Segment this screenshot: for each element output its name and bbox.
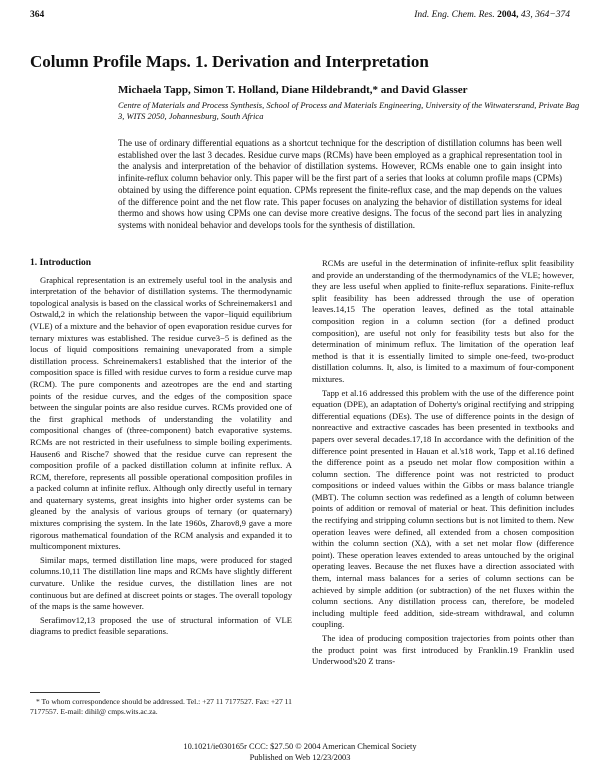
paragraph: Tapp et al.16 addressed this problem with the use of the difference point equation (DPE), an adaptation of Doherty's original rectifying and stripping differential equations (DEs). The use of difference points in the design of nonreactive and extractive cascades has been presented in textbooks and papers over several decades.17,18 In accordance with the definition of the difference point presented in Hauan et al.'s18 work, Tapp et al.16 defined the difference point as a pseudo net molar flow composition within a column section. The difference point was not restricted to product compositions or indeed values within the Gibbs or mass balance triangle (MBT). The column section was redefined as a length of column between points of addition or removal of material or heat. This definition includes the rectifying and stripping column sections but is not limited to them. New operation leaves were defined, all extended from a chosen composition within the column section (XΔ), with a set net molar flow (difference point). These operation leaves extended to areas untouched by the original operating leaves. Because the net fluxes have a direction associated with them, internal mass balances for a series of column sections can be achieved by simple addition (or subtraction) of the net fluxes within the column sections. Any distillation process can, therefore, be modeled including multiple feed addition, side-stream withdrawal, and column coupling. [312,387,574,630]
paragraph: Graphical representation is an extremely useful tool in the analysis and interpretation of the behavior of distillation systems. The thermodynamic topological analysis is based on the classical works of Schreinemakers1 and Ostwald,2 in which the relationship between the vapor−liquid equilibrium (VLE) of a mixture and the behavior of open evaporation residue curves for ternary mixtures was established. The residue curve3−5 is defined as the locus of liquid compositions remaining unevaporated from a simple distillation process. Schreinemakers1 established that the interior of the composition space is filled with residue curves to form a residue curve map (RCM). The pure components and azeotropes are the end and starting points of the residue curves, and the edges of the composition space between the singular points are also residue curves. RCMs provided one of the first graphical methods of understanding the volatility and compositional changes of (three-component) batch evaporative systems. RCMs are not restricted in their usefulness to simple boiling experiments. Hausen6 and Rische7 showed that the residue curve can represent the composition profile of a packed distillation column at infinite reflux. A RCM, therefore, represents all possible operational composition profiles in a packed column at infinite reflux. Although only directly useful in ternary and quaternary systems, great insights into higher order systems can be gleaned by the analysis of various groups of ternary (or quaternary) mixtures comprising the system. In the late 1960s, Zharov8,9 gave a more rigorous mathematical foundation of the RCM analysis and expanded it to multicomponent mixtures. [30,274,292,552]
journal-year: 2004, [497,10,519,20]
correspondence-footnote: * To whom correspondence should be addressed. Tel.: +27 11 7177527. Fax: +27 11 7177557. E-mail: dihil@ cmps.wits.ac.za. [30,697,292,716]
page-number: 364 [30,10,45,20]
paragraph: Serafimov12,13 proposed the use of structural information of VLE diagrams to predict feasible separations. [30,614,292,637]
paragraph: RCMs are useful in the determination of infinite-reflux split feasibility and provide an understanding of the thermodynamics of the VLE; however, they are less useful when applied to finite-reflux separations. Finite-reflux split feasibility has been addressed through the use of operation leaves.14,15 The operation leaves, defined as the total attainable composition region in a column section (for a defined product composition), are useful not only for feasibility tests but also for the determination of minimum reflux. The limitation of the operation leaf method is that it is essentially limited to simple one-feed, two-product distillation columns. It, also, is limited to a maximum of four-component mixtures. [312,258,574,384]
paragraph: The idea of producing composition trajectories from points other than the product point was first introduced by Franklin.19 Franklin used Underwood's20 Z trans- [312,633,574,667]
paragraph: Similar maps, termed distillation line maps, were produced for staged columns.10,11 The distillation line maps and RCMs have slightly different curvature. Unlike the residue curves, the distillation lines are not continuous but are defined at discreet points or stages. The overall topology of the maps is the same however. [30,554,292,612]
section-heading: 1. Introduction [30,258,92,268]
right-column [312,258,574,668]
affiliation: Centre of Materials and Process Synthesis, School of Process and Materials Engineering, University of the Witwatersrand, Private Bag 3, WITS 2050, Johannesburg, South Africa [118,100,580,121]
page-footer [0,742,600,763]
abstract: The use of ordinary differential equations as a shortcut technique for the description of distillation columns has been well established over the last 3 decades. Residue curve maps (RCMs) have been employed as a graphical representation tool in the analysis and interpretation of the behavior of distillation systems. However, RCMs enable one to gain insight into infinite-reflux column behavior only. This paper will be the first part of a series that looks at column profile maps (CPMs) obtained by using the difference point equation. CPMs represent the finite-reflux case, and the map depends on the values of the difference point and the net flow rate. This paper focuses on analyzing the behavior of distillation systems for ideal thermo and shows how using CPMs one can devise more creative designs. The focus of the second part lies in analyzing systems with nonideal behavior and develops tools for the synthesis of distillation. [118,138,562,230]
left-column [30,258,292,638]
journal-citation [414,10,570,20]
author-list: Michaela Tapp, Simon T. Holland, Diane Hildebrandt,* and David Glasser [118,84,468,96]
running-header [30,10,570,26]
journal-pages: 364−374 [535,10,570,20]
paper-title: Column Profile Maps. 1. Derivation and Interpretation [30,52,429,71]
journal-volume: 43, [520,10,533,20]
journal-name: Ind. Eng. Chem. Res. [414,10,495,20]
doi-line: 10.1021/ie030165r CCC: $27.50 © 2004 American Chemical Society [183,742,417,751]
published-date: Published on Web 12/23/2003 [249,752,351,762]
footnote-divider [30,692,100,693]
